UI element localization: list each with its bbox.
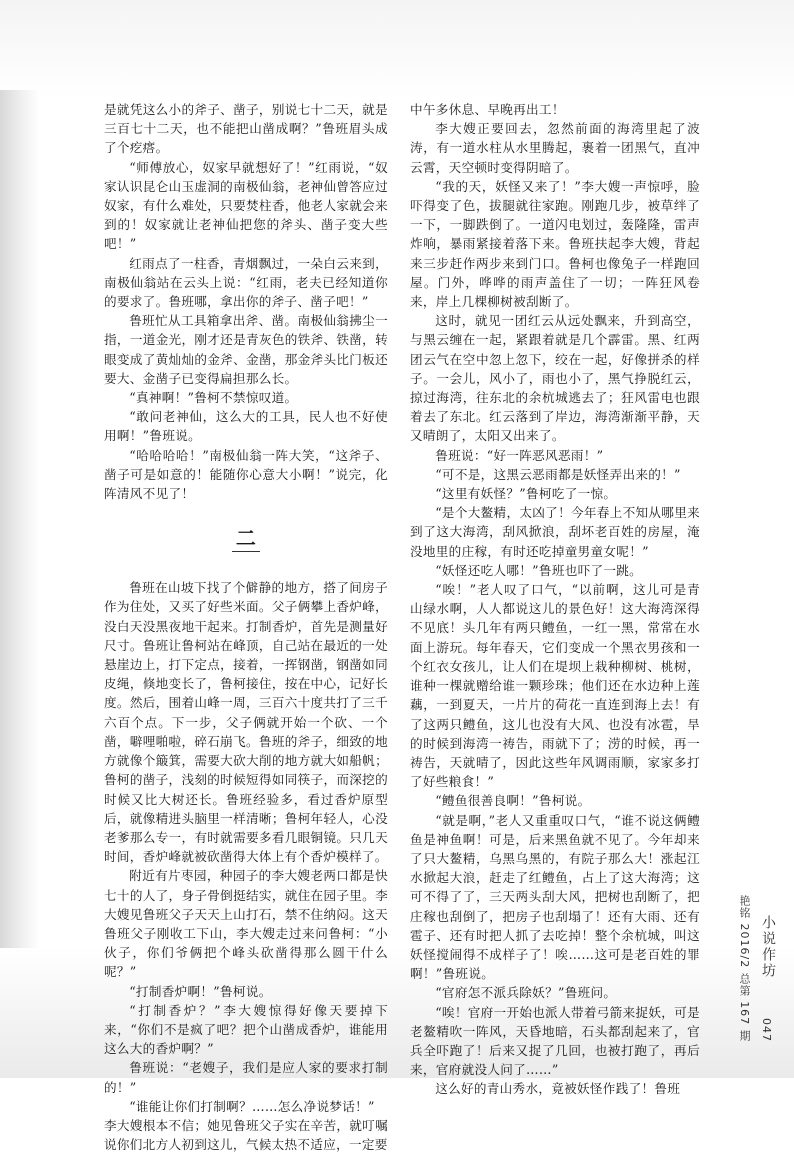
paragraph: 鲁班忙从工具箱拿出斧、凿。南极仙翁拂尘一指，一道金光，刚才还是青灰色的铁斧、铁凿，转眼变成了黄灿灿的金斧、金凿，那金斧头比门板还要大、金凿子已变得扁担那么长。: [104, 313, 388, 386]
paragraph: 鲁班说：“老嫂子，我们是应人家的要求打制的！”: [104, 1060, 388, 1095]
paragraph: “哈哈哈哈！”南极仙翁一阵大笑，“这斧子、凿子可是如意的！能随你心意大小啊！”说完，化阵清风不见了！: [104, 447, 388, 502]
paragraph: “谁能让你们打制啊？……怎么净说梦话！”: [129, 1098, 375, 1114]
page-top-shade: [0, 0, 794, 100]
paragraph: “官府怎不派兵除妖？”鲁班问。: [435, 985, 617, 1001]
left-text-column: [104, 100, 388, 1153]
paragraph: “可不是，这黑云恶雨都是妖怪弄出来的！”: [435, 466, 681, 482]
paragraph: 是就凭这么小的斧子、凿子，别说七十二天，就是三百七十二天，也不能把山凿成啊？”鲁班眉头成了个疙瘩。: [104, 102, 388, 156]
paragraph: “鳢鱼很善良啊！”鲁柯说。: [435, 793, 591, 809]
paragraph: 这么好的青山秀水，竟被妖怪作践了！鲁班: [435, 1081, 681, 1097]
paragraph: “师傅放心，奴家早就想好了！”红雨说，“奴家认识昆仑山玉虚洞的南极仙翁，老神仙曾答应过奴家，有什么难处，只要焚柱香，他老人家就会来到的！奴家就让老神仙把您的斧头、凿子变大些吧！”: [104, 159, 388, 252]
paragraph: “敢问老神仙，这么大的工具，民人也不好使用啊！”鲁班说。: [104, 409, 388, 444]
page-left-shade: [0, 90, 40, 1078]
magazine-issue-label: 艳铭 2016/2 总第 167 期: [738, 895, 751, 1042]
paragraph: 鲁班在山坡下找了个僻静的地方，搭了间房子作为住处，又买了好些米面。父子俩攀上香炉峰，没白天没黑夜地干起来。打制香炉，首先是测量好尺寸。鲁班让鲁柯站在峰顶，自己站在最近的一处悬崖边上，打下定点，接着，一挥钢凿，钢凿如同皮绳，倏地变长了，鲁柯接住，按在中心，记好长度。然后，围着山峰一周，三百六十度共打了三千六百个点。下一步，父子俩就开始一个砍、一个凿，噼哩啪啦，碎石崩飞。鲁班的斧子，细致的地方就像个簸箕，需要大砍大削的地方就大如船帆；鲁柯的凿子，浅刻的时候短得如同筷子，而深挖的时候又比大树还长。鲁班经验多，看过香炉原型后，就像精进头脑里一样清晰；鲁柯年轻人，心没老爹那么专一，有时就需要多看几眼铜镜。只几天时间，香炉峰就被砍凿得大体上有个香炉模样了。: [104, 580, 388, 865]
paragraph: “就是啊，”老人又重重叹口气，“谁不说这俩鳢鱼是神鱼啊！可是，后来黑鱼就不见了。今年却来了只大鳌精，乌黑乌黑的，有院子那么大！涨起江水掀起大浪，赶走了红鳢鱼，占上了这大海湾；这可不得了了，三天两头刮大风，把树也刮断了，把庄稼也刮倒了，把房子也刮塌了！还有大雨、还有雹子、还有时把人抓了去吃掉！整个余杭城，叫这妖怪搅闹得不成样子了！唉……这可是老百姓的罪啊！”鲁班说。: [410, 812, 700, 982]
paragraph: “我的天，妖怪又来了！”李大嫂一声惊呼，脸吓得变了色，拔腿就往家跑。刚跑几步，被草绊了一下，一脚跌倒了。一道闪电划过，轰隆隆，雷声炸响，暴雨紧接着落下来。鲁班扶起李大嫂，背起来三步赶作两步来到门口。鲁柯也像兔子一样跑回屋。门外，哗哗的雨声盖住了一切；一阵狂风卷来，岸上几棵柳树被刮断了。: [410, 178, 700, 310]
paragraph: “真神啊！”鲁柯不禁惊叹道。: [129, 390, 298, 406]
right-text-column: [410, 100, 700, 1097]
column-name-label: 小说作坊: [760, 915, 776, 979]
section-heading: [104, 527, 388, 552]
paragraph: 这时，就见一团红云从远处飘来，升到高空，与黑云缠在一起，紧跟着就是几个霹雷。黑、红两团云气在空中忽上忽下，绞在一起，好像拼杀的样子。一会儿，风小了，雨也小了，黑气挣脱红云，掠过海湾，往东北的余杭城逃去了；狂风雷电也跟着去了东北。红云落到了岸边，海湾渐渐平静，天又晴朗了，太阳又出来了。: [410, 313, 700, 444]
paragraph: “唉！官府一开始也派人带着弓箭来捉妖，可是老鳌精吹一阵风，天昏地暗，石头都刮起来了，官兵全吓跑了！后来又捉了几回，也被打跑了，再后来，官府就没人问了……”: [410, 1004, 700, 1078]
paragraph: “唉！”老人叹了口气，“以前啊，这儿可是青山绿水啊，人人都说这儿的景色好！这大海湾深得不见底！头几年有两只鳢鱼，一红一黑，常常在水面上游玩。每年春天，它们变成一个黑衣男孩和一个红衣女孩儿，让人们在堤坝上栽种柳树、桃树，谁种一棵就赠给谁一颗珍珠；他们还在水边种上莲藕，一到夏天，一片片的荷花一直连到海上去！有了这两只鳢鱼，这儿也没有大风、也没有冰雹，旱的时候到海湾一祷告，雨就下了；涝的时候，再一祷告，天就晴了，因此这些年风调雨顺，家家多打了好些粮食！”: [410, 582, 700, 790]
paragraph: “这里有妖怪？”鲁柯吃了一惊。: [435, 486, 617, 502]
paragraph: 李大嫂根本不信；她见鲁班父子实在辛苦，就叮嘱说你们北方人初到这儿，气候太热不适应，一定要: [104, 1117, 388, 1153]
paragraph: “打制香炉啊！”鲁柯说。: [129, 983, 272, 999]
paragraph: 鲁班说：“好一阵恶风恶雨！”: [435, 447, 604, 463]
paragraph: “是个大鳌精，太凶了！今年春上不知从哪里来到了这大海湾，刮风掀浪，刮坏老百姓的房屋，淹没地里的庄稼，有时还吃掉童男童女呢！”: [410, 505, 700, 559]
paragraph: “打制香炉？”李大嫂惊得好像天要掉下来，“你们不是疯了吧？把个山凿成香炉，谁能用这么大的香炉啊？”: [104, 1002, 388, 1057]
paragraph: 红雨点了一柱香，青烟飘过，一朵白云来到，南极仙翁站在云头上说：“红雨，老夫已经知道你的要求了。鲁班哪，拿出你的斧子、凿子吧！”: [104, 255, 388, 310]
paragraph: “妖怪还吃人哪！”鲁班也吓了一跳。: [435, 562, 643, 578]
paragraph: 中午多休息、早晚再出工！: [410, 102, 565, 117]
paragraph: 李大嫂正要回去，忽然前面的海湾里起了波涛，有一道水柱从水里腾起，裹着一团黑气，直冲云霄，天空顿时变得阴暗了。: [410, 121, 700, 175]
paragraph: 附近有片枣园，种园子的李大嫂老两口都是快七十的人了，身子骨倒挺结实，就住在园子里。李大嫂见鲁班父子天天上山打石，禁不住纳闷。这天鲁班父子刚收工下山，李大嫂走过来问鲁柯：“小伙子，你们爷俩把个峰头砍凿得那么圆干什么呢？”: [104, 868, 388, 980]
section-number: 二: [232, 527, 260, 552]
page-number: 047: [760, 1018, 773, 1042]
